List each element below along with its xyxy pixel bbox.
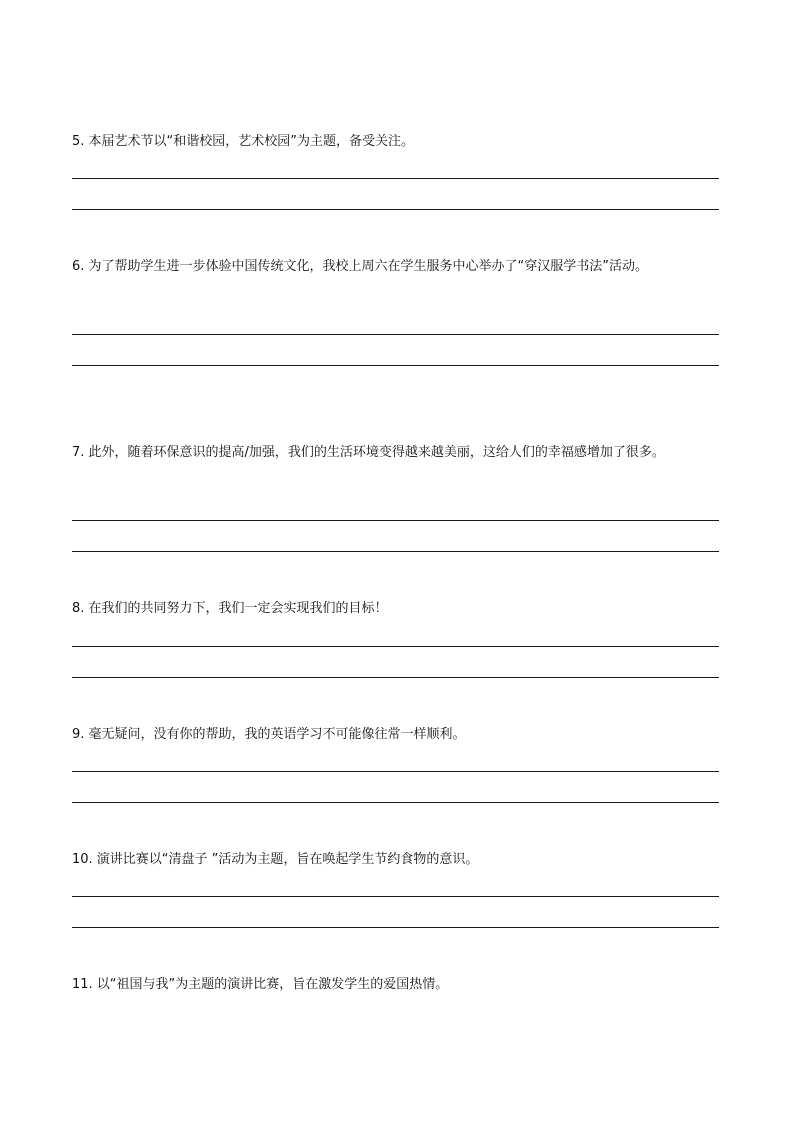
answer-line[interactable] — [72, 646, 719, 647]
answer-line[interactable] — [72, 178, 719, 179]
question-5-text: 5. 本届艺术节以“和谐校园，艺术校园”为主题，备受关注。 — [72, 134, 415, 149]
question-7-text: 7. 此外，随着环保意识的提高/加强，我们的生活环境变得越来越美丽，这给人们的幸福感增加了很多。 — [72, 445, 665, 460]
answer-line[interactable] — [72, 365, 719, 366]
question-9-text: 9. 毫无疑问，没有你的帮助，我的英语学习不可能像往常一样顺利。 — [72, 727, 466, 742]
answer-line[interactable] — [72, 896, 719, 897]
question-6-text: 6. 为了帮助学生进一步体验中国传统文化，我校上周六在学生服务中心举办了“穿汉服学书法”活动。 — [72, 259, 649, 274]
answer-line[interactable] — [72, 927, 719, 928]
question-10-text: 10. 演讲比赛以“清盘子 ”活动为主题，旨在唤起学生节约食物的意识。 — [72, 852, 479, 867]
answer-line[interactable] — [72, 334, 719, 335]
answer-line[interactable] — [72, 677, 719, 678]
question-11-text: 11. 以“祖国与我”为主题的演讲比赛，旨在激发学生的爱国热情。 — [72, 977, 449, 992]
answer-line[interactable] — [72, 771, 719, 772]
question-8-text: 8. 在我们的共同努力下，我们一定会实现我们的目标！ — [72, 601, 388, 616]
answer-line[interactable] — [72, 802, 719, 803]
answer-line[interactable] — [72, 551, 719, 552]
answer-line[interactable] — [72, 209, 719, 210]
answer-line[interactable] — [72, 520, 719, 521]
